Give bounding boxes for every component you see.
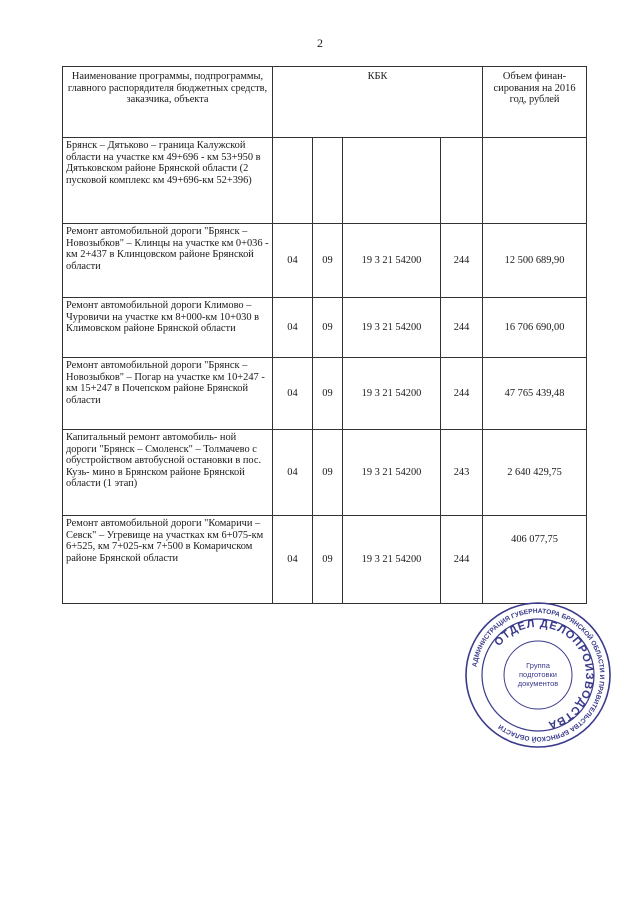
kbk-target-article: 19 3 21 54200 (343, 516, 441, 604)
header-amount: Объем финан- сирования на 2016 год, рублей (483, 67, 587, 138)
kbk-subsection: 09 (313, 224, 343, 298)
funding-amount: 12 500 689,90 (483, 224, 587, 298)
kbk-section: 04 (273, 224, 313, 298)
kbk-target-article: 19 3 21 54200 (343, 358, 441, 430)
kbk-subsection: 09 (313, 430, 343, 516)
kbk-expense-type: 244 (441, 298, 483, 358)
stamp-inner-text: ОТДЕЛ ДЕЛОПРОИЗВОДСТВА (492, 617, 596, 731)
table-row (63, 358, 587, 430)
table-row (63, 138, 587, 224)
kbk-subsection: 09 (313, 358, 343, 430)
stamp-center-line: Группа (526, 661, 550, 670)
table-row (63, 298, 587, 358)
kbk-target-article: 19 3 21 54200 (343, 224, 441, 298)
funding-amount: 47 765 439,48 (483, 358, 587, 430)
object-name: Ремонт автомобильной дороги Климово – Чуровичи на участке км 8+000-км 10+030 в Климовском районе Брянской области (63, 298, 273, 358)
kbk-target-article (343, 138, 441, 224)
object-name: Брянск – Дятьково – граница Калужской области на участке км 49+696 - км 53+950 в Дятьковском районе Брянской области (2 пусковой комплекс км 49+696-км 52+396) (63, 138, 273, 224)
object-name: Ремонт автомобильной дороги "Брянск – Новозыбков" – Клинцы на участке км 0+036 - км 2+437 в Клинцовском районе Брянской области (63, 224, 273, 298)
kbk-expense-type: 244 (441, 224, 483, 298)
kbk-target-article: 19 3 21 54200 (343, 430, 441, 516)
kbk-target-article: 19 3 21 54200 (343, 298, 441, 358)
header-kbk: КБК (273, 67, 483, 138)
kbk-subsection: 09 (313, 298, 343, 358)
stamp-center-line: подготовки (519, 670, 557, 679)
kbk-section: 04 (273, 430, 313, 516)
object-name: Ремонт автомобильной дороги "Брянск – Новозыбков" – Погар на участке км 10+247 - км 15+247 в Почепском районе Брянской области (63, 358, 273, 430)
funding-amount: 16 706 690,00 (483, 298, 587, 358)
kbk-subsection (313, 138, 343, 224)
page-number: 2 (317, 36, 323, 50)
funding-amount: 2 640 429,75 (483, 430, 587, 516)
kbk-section (273, 138, 313, 224)
kbk-section: 04 (273, 358, 313, 430)
table-row (63, 430, 587, 516)
funding-amount: 406 077,75 (483, 516, 587, 604)
kbk-expense-type: 243 (441, 430, 483, 516)
table-header-row (63, 67, 587, 138)
stamp-center-line: документов (517, 679, 559, 688)
kbk-expense-type (441, 138, 483, 224)
official-stamp (463, 600, 613, 750)
header-name: Наименование программы, подпрограммы, главного распорядителя бюджетных средств, заказчика, объекта (63, 67, 273, 138)
object-name: Капитальный ремонт автомобиль- ной дороги "Брянск – Смоленск" – Толмачево с обустройством автобусной остановки в пос. Кузь- мино в Брянском районе Брянской области (1 этап) (63, 430, 273, 516)
object-name: Ремонт автомобильной дороги "Комаричи – Севск" – Угревище на участках км 6+075-км 6+525, км 7+025-км 7+500 в Комаричском районе Брянской области (63, 516, 273, 604)
budget-table (62, 66, 587, 604)
kbk-expense-type: 244 (441, 516, 483, 604)
table-row (63, 516, 587, 604)
table-row (63, 224, 587, 298)
stamp-outer-text: АДМИНИСТРАЦИЯ ГУБЕРНАТОРА БРЯНСКОЙ ОБЛАСТИ И ПРАВИТЕЛЬСТВА БРЯНСКОЙ ОБЛАСТИ (471, 607, 606, 743)
kbk-section: 04 (273, 516, 313, 604)
kbk-subsection: 09 (313, 516, 343, 604)
kbk-expense-type: 244 (441, 358, 483, 430)
funding-amount (483, 138, 587, 224)
kbk-section: 04 (273, 298, 313, 358)
